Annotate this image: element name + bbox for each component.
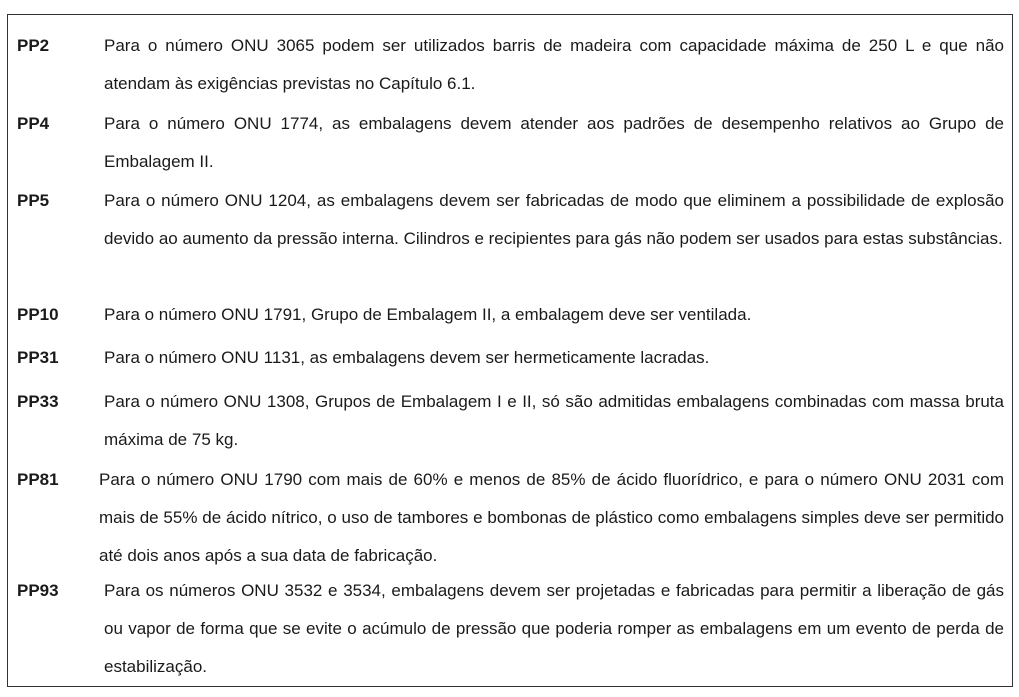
provision-text: Para o número ONU 1308, Grupos de Embalagem I e II, só são admitidas embalagens combinadas com massa bruta máxima de 75 kg. [104,392,1004,449]
provision-code: PP2 [17,36,50,55]
provision-code: PP93 [17,581,59,600]
provision-text: Para os números ONU 3532 e 3534, embalagens devem ser projetadas e fabricadas para permitir a liberação de gás ou vapor de forma que se evite o acúmulo de pressão que poderia romper as embalagens em um evento de perda de estabilização. [104,581,1004,676]
provision-text: Para o número ONU 3065 podem ser utilizados barris de madeira com capacidade máxima de 250 L e que não atendam às exigências previstas no Capítulo 6.1. [104,36,1004,93]
provision-text: Para o número ONU 1131, as embalagens devem ser hermeticamente lacradas. [104,348,710,367]
provision-text: Para o número ONU 1774, as embalagens devem atender aos padrões de desempenho relativos ao Grupo de Embalagem II. [104,114,1004,171]
provisions-table [7,14,1013,687]
provision-code: PP33 [17,392,59,411]
provision-code: PP81 [17,470,59,489]
provision-code: PP5 [17,191,50,210]
provision-text: Para o número ONU 1791, Grupo de Embalagem II, a embalagem deve ser ventilada. [104,305,752,324]
provision-code: PP4 [17,114,50,133]
provision-code: PP10 [17,305,59,324]
provision-text: Para o número ONU 1204, as embalagens devem ser fabricadas de modo que eliminem a possibilidade de explosão devido ao aumento da pressão interna. Cilindros e recipientes para gás não podem ser usados para estas substâncias. [104,191,1004,248]
provision-code: PP31 [17,348,59,367]
provision-text: Para o número ONU 1790 com mais de 60% e menos de 85% de ácido fluorídrico, e para o número ONU 2031 com mais de 55% de ácido nítrico, o uso de tambores e bombonas de plástico como embalagens simples deve ser permitido até dois anos após a sua data de fabricação. [99,470,1004,565]
